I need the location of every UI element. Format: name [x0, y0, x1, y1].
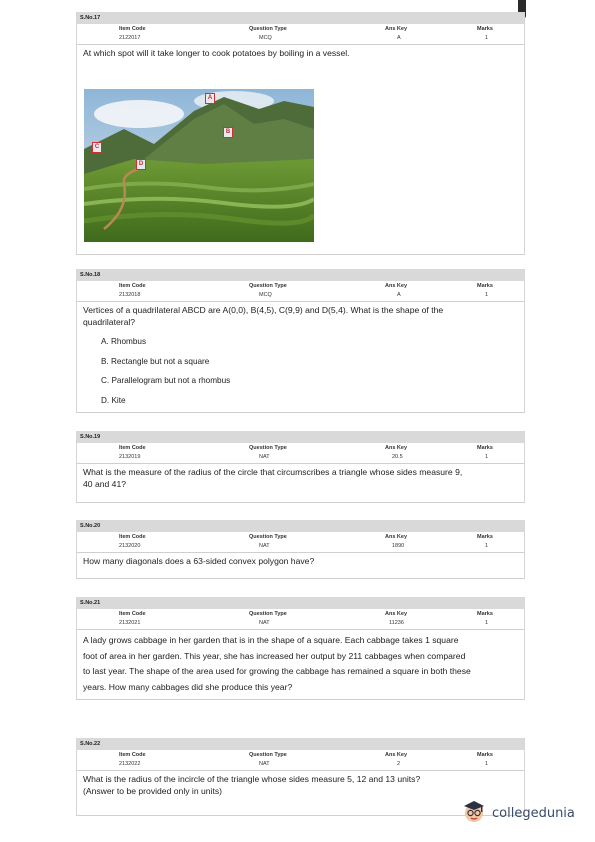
ans-key-header: Ans Key — [385, 534, 408, 540]
question-meta — [77, 609, 524, 630]
spot-label-d: D — [136, 159, 146, 170]
marks-header: Marks — [477, 534, 493, 540]
ans-key-value: 2 — [397, 761, 401, 767]
hill-landscape-photo — [84, 89, 314, 242]
option-c: C. Parallelogram but not a rhombus — [101, 376, 231, 385]
question-type-value: NAT — [259, 454, 270, 460]
option-b: B. Rectangle but not a square — [101, 356, 210, 366]
ans-key-header: Ans Key — [385, 752, 408, 758]
marks-header: Marks — [477, 611, 493, 617]
question-text: What is the measure of the radius of the circle that circumscribes a triangle whose sides measure 9, 40 and 41? — [83, 467, 463, 489]
ans-key-value: 20.5 — [392, 454, 403, 460]
serial-number: S.No.22 — [77, 738, 524, 750]
spot-label-a: A — [205, 93, 215, 104]
question-meta — [77, 532, 524, 553]
spot-label-c: C — [92, 142, 102, 153]
question-block-20 — [76, 520, 525, 579]
item-code-header: Item Code — [119, 534, 146, 540]
question-type-header: Question Type — [249, 752, 287, 758]
question-block-18 — [76, 269, 525, 413]
option-d: D. Kite — [101, 395, 126, 405]
item-code-value: 2132020 — [119, 543, 141, 549]
question-meta — [77, 281, 524, 302]
marks-header: Marks — [477, 283, 493, 289]
question-type-value: NAT — [259, 543, 270, 549]
answer-note: (Answer to be provided only in units) — [83, 785, 223, 796]
item-code-value: 2132019 — [119, 454, 141, 460]
collegedunia-logo — [462, 799, 575, 828]
question-text: At which spot will it take longer to cook potatoes by boiling in a vessel. — [83, 48, 350, 58]
question-text: Vertices of a quadrilateral ABCD are A(0,0), B(4,5), C(9,9) and D(5,4). What is the shape of the quadrilateral? — [83, 305, 444, 327]
spot-label-b: B — [223, 127, 233, 138]
serial-number: S.No.19 — [77, 431, 524, 443]
ans-key-header: Ans Key — [385, 283, 408, 289]
item-code-value: 2132022 — [119, 761, 141, 767]
item-code-value: 2122017 — [119, 35, 141, 41]
ans-key-value: A — [397, 35, 401, 41]
marks-value: 1 — [485, 35, 489, 41]
item-code-header: Item Code — [119, 26, 146, 32]
question-type-value: NAT — [259, 761, 270, 767]
question-text: How many diagonals does a 63-sided convex polygon have? — [83, 556, 315, 566]
options-list — [77, 332, 524, 412]
serial-number: S.No.20 — [77, 520, 524, 532]
item-code-value: 2132018 — [119, 292, 141, 298]
ans-key-value: A — [397, 292, 401, 298]
graduate-mascot-icon — [462, 799, 486, 828]
question-type-value: NAT — [259, 620, 270, 626]
serial-number: S.No.17 — [77, 12, 524, 24]
marks-value: 1 — [485, 292, 489, 298]
question-type-value: MCQ — [259, 35, 272, 41]
question-text: A lady grows cabbage in her garden that is in the shape of a square. Each cabbage takes 1 square foot of area in her garden. This year, she has increased her output by 211 cabbages when compared to last year. The shape of the area used for growing the cabbage has remained a square in both these years. How many cabbages did she produce this year? — [83, 635, 471, 692]
ans-key-header: Ans Key — [385, 26, 408, 32]
item-code-header: Item Code — [119, 752, 146, 758]
question-type-header: Question Type — [249, 26, 287, 32]
question-text: What is the radius of the incircle of the triangle whose sides measure 5, 12 and 13 units? — [83, 774, 421, 784]
ans-key-value: 11236 — [389, 620, 404, 626]
question-block-22 — [76, 738, 525, 816]
question-meta — [77, 24, 524, 45]
question-block-21 — [76, 597, 525, 700]
question-type-header: Question Type — [249, 534, 287, 540]
top-bar — [0, 0, 595, 10]
question-meta — [77, 750, 524, 771]
question-type-value: MCQ — [259, 292, 272, 298]
marks-value: 1 — [485, 543, 489, 549]
marks-value: 1 — [485, 620, 489, 626]
option-a: A. Rhombus — [101, 337, 147, 346]
question-type-header: Question Type — [249, 611, 287, 617]
brand-name: collegedunia — [492, 806, 575, 821]
marks-header: Marks — [477, 445, 493, 451]
marks-value: 1 — [485, 454, 489, 460]
serial-number: S.No.18 — [77, 269, 524, 281]
item-code-header: Item Code — [119, 445, 146, 451]
question-type-header: Question Type — [249, 283, 287, 289]
ans-key-header: Ans Key — [385, 445, 408, 451]
marks-value: 1 — [485, 761, 489, 767]
serial-number: S.No.21 — [77, 597, 524, 609]
question-block-19 — [76, 431, 525, 503]
marks-header: Marks — [477, 26, 493, 32]
question-type-header: Question Type — [249, 445, 287, 451]
item-code-value: 2132021 — [119, 620, 141, 626]
ans-key-value: 1890 — [392, 543, 405, 549]
ans-key-header: Ans Key — [385, 611, 408, 617]
item-code-header: Item Code — [119, 611, 146, 617]
question-meta — [77, 443, 524, 464]
marks-header: Marks — [477, 752, 493, 758]
item-code-header: Item Code — [119, 283, 146, 289]
